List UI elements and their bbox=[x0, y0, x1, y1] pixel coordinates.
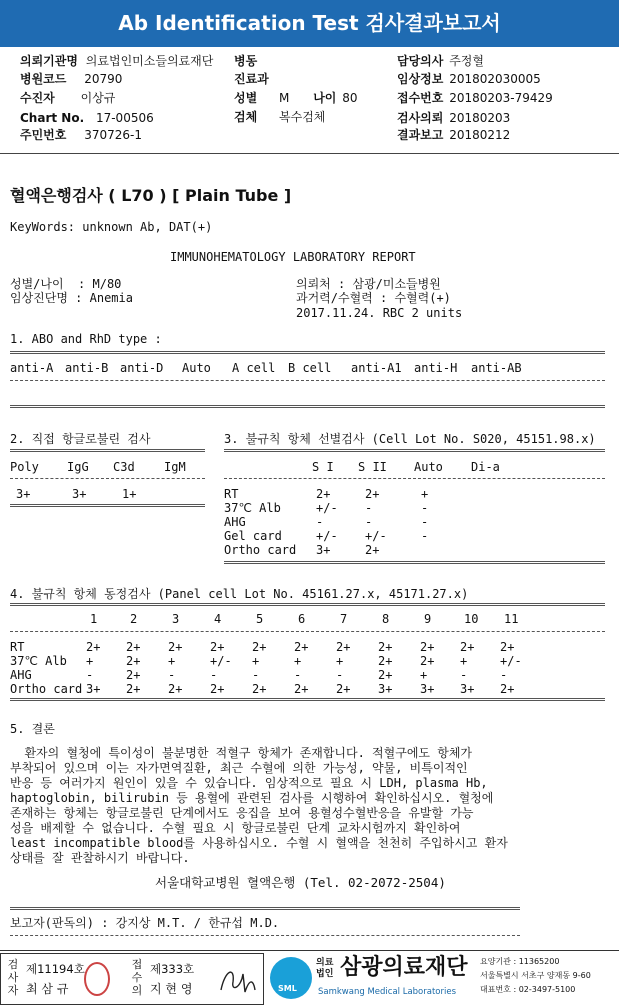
dat-col: Poly bbox=[10, 460, 39, 474]
signature-icon bbox=[215, 960, 260, 998]
panel-value: - bbox=[252, 668, 260, 682]
conclusion-line: haptoglobin, bilirubin 등 용혈에 관련된 검사를 시행하여 확인하십시오. 혈청에 bbox=[10, 791, 494, 805]
panel-value: 2+ bbox=[86, 640, 101, 654]
abo-col: Auto bbox=[182, 361, 211, 375]
screen-col: S II bbox=[358, 460, 387, 474]
panel-value: 2+ bbox=[126, 654, 141, 668]
tester-label: 검사자 bbox=[7, 958, 19, 997]
org-tel: 대표번호 : 02-3497-5100 bbox=[480, 985, 576, 994]
panel-col: 10 bbox=[464, 612, 479, 626]
screen-value: - bbox=[421, 501, 429, 515]
screen-col: S I bbox=[312, 460, 334, 474]
panel-value: 2+ bbox=[168, 640, 183, 654]
reporter-rule bbox=[10, 907, 520, 910]
patient-history: 과거력/수혈력 : 수혈력(+) bbox=[296, 291, 451, 305]
panel-value: - bbox=[460, 668, 468, 682]
patient-history-detail: 2017.11.24. RBC 2 units bbox=[296, 306, 463, 320]
panel-value: 2+ bbox=[500, 682, 515, 696]
confirmer-no: 제333호 bbox=[150, 962, 195, 976]
tester-name: 최 삼 규 bbox=[26, 982, 69, 996]
section2-rule bbox=[10, 449, 205, 452]
section4-title: 4. 불규칙 항체 동정검사 (Panel cell Lot No. 45161.27.x, 45171.27.x) bbox=[10, 587, 469, 601]
conclusion-line: 존재하는 항체는 항글로불린 단계에서도 응집을 보여 용혈성수혈반응을 유발할 가능 bbox=[10, 806, 474, 820]
panel-value: + bbox=[86, 654, 94, 668]
dat-col: C3d bbox=[113, 460, 135, 474]
panel-value: 2+ bbox=[210, 640, 225, 654]
conclusion-line: 환자의 혈청에 특이성이 불분명한 적혈구 항체가 존재합니다. 적혈구에도 항체가 bbox=[10, 746, 473, 760]
panel-value: 2+ bbox=[126, 640, 141, 654]
panel-value: 2+ bbox=[126, 668, 141, 682]
panel-value: 3+ bbox=[420, 682, 435, 696]
panel-value: 3+ bbox=[86, 682, 101, 696]
header-row: 의뢰기관명 의료법인미소들의료재단 bbox=[20, 54, 214, 68]
section2-title: 2. 직접 항글로불린 검사 bbox=[10, 432, 151, 446]
panel-col: 9 bbox=[424, 612, 432, 626]
panel-value: 2+ bbox=[294, 682, 309, 696]
screen-value: 3+ bbox=[316, 543, 331, 557]
screen-value: 2+ bbox=[365, 543, 380, 557]
conclusion-line: 성을 배제할 수 없습니다. 수혈 필요 시 항글로불린 단계 교차시험까지 확인하여 bbox=[10, 821, 461, 835]
panel-col: 6 bbox=[298, 612, 306, 626]
patient-diagnosis: 임상진단명 : Anemia bbox=[10, 291, 133, 305]
panel-col: 7 bbox=[340, 612, 348, 626]
org-name: 삼광의료재단 bbox=[340, 955, 468, 980]
panel-col: 1 bbox=[90, 612, 98, 626]
header-divider bbox=[0, 153, 619, 154]
panel-col: 11 bbox=[504, 612, 519, 626]
panel-value: 2+ bbox=[378, 640, 393, 654]
section1-title: 1. ABO and RhD type : bbox=[10, 332, 162, 346]
dat-value: 3+ bbox=[72, 487, 87, 501]
panel-value: - bbox=[86, 668, 94, 682]
section1-rule bbox=[10, 405, 605, 408]
header-row: 병원코드 20790 bbox=[20, 72, 123, 86]
panel-value: 3+ bbox=[378, 682, 393, 696]
panel-value: 2+ bbox=[420, 640, 435, 654]
screen-col: Auto bbox=[414, 460, 443, 474]
section3-rule bbox=[224, 561, 605, 564]
confirmer-label: 접수의 bbox=[131, 958, 143, 997]
screen-value: - bbox=[421, 529, 429, 543]
abo-col: anti-H bbox=[414, 361, 458, 375]
panel-value: +/- bbox=[500, 654, 522, 668]
panel-value: + bbox=[252, 654, 260, 668]
conclusion-line: 부착되어 있으며 이는 자가면역질환, 최근 수혈에 의한 가능성, 약물, 비특이적인 bbox=[10, 761, 468, 775]
org-code: 요양기관 : 11365200 bbox=[480, 957, 560, 966]
header-row: 검체 복수검체 bbox=[234, 110, 326, 124]
dat-col: IgG bbox=[67, 460, 89, 474]
screen-value: + bbox=[421, 487, 429, 501]
panel-value: 2+ bbox=[336, 640, 351, 654]
panel-value: 2+ bbox=[168, 682, 183, 696]
screen-phase: AHG bbox=[224, 515, 246, 529]
section3-rule bbox=[224, 449, 605, 452]
panel-value: 3+ bbox=[460, 682, 475, 696]
screen-phase: 37℃ Alb bbox=[224, 501, 281, 515]
panel-phase: AHG bbox=[10, 668, 32, 682]
abo-col: anti-A1 bbox=[351, 361, 402, 375]
confirmer-name: 지 현 영 bbox=[150, 982, 193, 996]
screen-value: +/- bbox=[365, 529, 387, 543]
panel-phase: RT bbox=[10, 640, 25, 654]
section5-title: 5. 결론 bbox=[10, 722, 55, 736]
screen-col: Di-a bbox=[471, 460, 500, 474]
panel-col: 3 bbox=[172, 612, 180, 626]
report-heading: IMMUNOHEMATOLOGY LABORATORY REPORT bbox=[170, 250, 416, 264]
panel-value: + bbox=[168, 654, 176, 668]
panel-value: 2+ bbox=[294, 640, 309, 654]
screen-value: 2+ bbox=[316, 487, 331, 501]
section3-rule bbox=[224, 478, 605, 479]
screen-value: - bbox=[421, 515, 429, 529]
header-row: 주민번호 370726-1 bbox=[20, 128, 142, 142]
patient-referrer: 의뢰처 : 삼광/미소들병원 bbox=[296, 277, 441, 291]
patient-sex-age: 성별/나이 : M/80 bbox=[10, 277, 122, 291]
screen-phase: Gel card bbox=[224, 529, 282, 543]
dat-value: 1+ bbox=[122, 487, 137, 501]
panel-value: 2+ bbox=[210, 682, 225, 696]
panel-value: 2+ bbox=[336, 682, 351, 696]
header-row: Chart No. 17-00506 bbox=[20, 111, 154, 125]
panel-value: + bbox=[294, 654, 302, 668]
dat-value: 3+ bbox=[16, 487, 31, 501]
panel-col: 8 bbox=[382, 612, 390, 626]
panel-phase: 37℃ Alb bbox=[10, 654, 67, 668]
panel-value: 2+ bbox=[378, 668, 393, 682]
header-row: 담당의사 주정혈 bbox=[397, 54, 484, 68]
header-row: 병동 bbox=[234, 54, 258, 68]
panel-value: - bbox=[336, 668, 344, 682]
institution-line: 서울대학교병원 혈액은행 (Tel. 02-2072-2504) bbox=[155, 875, 446, 890]
screen-value: - bbox=[365, 515, 373, 529]
panel-value: +/- bbox=[210, 654, 232, 668]
screen-value: - bbox=[365, 501, 373, 515]
header-row: 결과보고 20180212 bbox=[397, 128, 511, 142]
panel-value: + bbox=[336, 654, 344, 668]
abo-col: anti-D bbox=[120, 361, 164, 375]
panel-value: - bbox=[294, 668, 302, 682]
panel-value: + bbox=[460, 654, 468, 668]
dat-col: IgM bbox=[164, 460, 186, 474]
header-row: 접수번호 20180203-79429 bbox=[397, 91, 553, 105]
panel-col: 4 bbox=[214, 612, 222, 626]
org-address: 서울특별시 서초구 양재동 9-60 bbox=[480, 971, 591, 980]
panel-col: 2 bbox=[130, 612, 138, 626]
stamp-icon bbox=[84, 962, 110, 996]
screen-value: +/- bbox=[316, 501, 338, 515]
panel-value: 2+ bbox=[252, 640, 267, 654]
header-row: 검사의뢰 20180203 bbox=[397, 111, 511, 125]
keywords: KeyWords: unknown Ab, DAT(+) bbox=[10, 220, 213, 234]
section4-rule bbox=[10, 631, 605, 632]
section4-rule bbox=[10, 603, 605, 606]
section3-title: 3. 불규칙 항체 선별검사 (Cell Lot No. S020, 45151.98.x) bbox=[224, 432, 596, 446]
section4-rule bbox=[10, 698, 605, 701]
tester-no: 제11194호 bbox=[26, 962, 85, 976]
screen-phase: RT bbox=[224, 487, 239, 501]
panel-value: + bbox=[420, 668, 428, 682]
section2-rule bbox=[10, 504, 205, 507]
screen-value: 2+ bbox=[365, 487, 380, 501]
logo-text: SML bbox=[278, 984, 297, 993]
panel-value: 2+ bbox=[460, 640, 475, 654]
abo-col: B cell bbox=[288, 361, 332, 375]
abo-col: anti-AB bbox=[471, 361, 522, 375]
panel-value: - bbox=[500, 668, 508, 682]
reporter-rule bbox=[10, 935, 520, 936]
panel-value: 2+ bbox=[500, 640, 515, 654]
panel-value: 2+ bbox=[378, 654, 393, 668]
abo-col: anti-A bbox=[10, 361, 54, 375]
org-name-en: Samkwang Medical Laboratories bbox=[318, 987, 457, 997]
header-row: 진료과 bbox=[234, 72, 269, 86]
section1-rule bbox=[10, 380, 605, 381]
conclusion-line: 상태를 잘 관찰하시기 바랍니다. bbox=[10, 851, 190, 865]
header-row: 임상정보 201802030005 bbox=[397, 72, 541, 86]
test-title: 혈액은행검사 ( L70 ) [ Plain Tube ] bbox=[10, 186, 292, 205]
org-type: 의료법인 bbox=[316, 958, 334, 979]
screen-value: +/- bbox=[316, 529, 338, 543]
conclusion-line: least incompatible blood를 사용하십시오. 수혈 시 혈액을 천천히 주입하시고 환자 bbox=[10, 836, 508, 850]
panel-col: 5 bbox=[256, 612, 264, 626]
report-title: Ab Identification Test 검사결과보고서 bbox=[0, 0, 619, 47]
header-row: 성별 M 나이 80 bbox=[234, 91, 358, 105]
conclusion-line: 반응 등 여러가지 원인이 있을 수 있습니다. 임상적으로 필요 시 LDH, plasma Hb, bbox=[10, 776, 488, 790]
screen-phase: Ortho card bbox=[224, 543, 297, 557]
section2-rule bbox=[10, 478, 205, 479]
screen-value: - bbox=[316, 515, 324, 529]
panel-value: 2+ bbox=[126, 682, 141, 696]
panel-value: 2+ bbox=[420, 654, 435, 668]
panel-value: - bbox=[210, 668, 218, 682]
reporter-line: 보고자(판독의) : 강지상 M.T. / 한규섭 M.D. bbox=[10, 916, 280, 930]
section1-rule bbox=[10, 351, 605, 354]
header-row: 수진자 이상규 bbox=[20, 91, 116, 105]
abo-col: A cell bbox=[232, 361, 276, 375]
abo-col: anti-B bbox=[65, 361, 109, 375]
panel-phase: Ortho card bbox=[10, 682, 83, 696]
panel-value: - bbox=[168, 668, 176, 682]
panel-value: 2+ bbox=[252, 682, 267, 696]
